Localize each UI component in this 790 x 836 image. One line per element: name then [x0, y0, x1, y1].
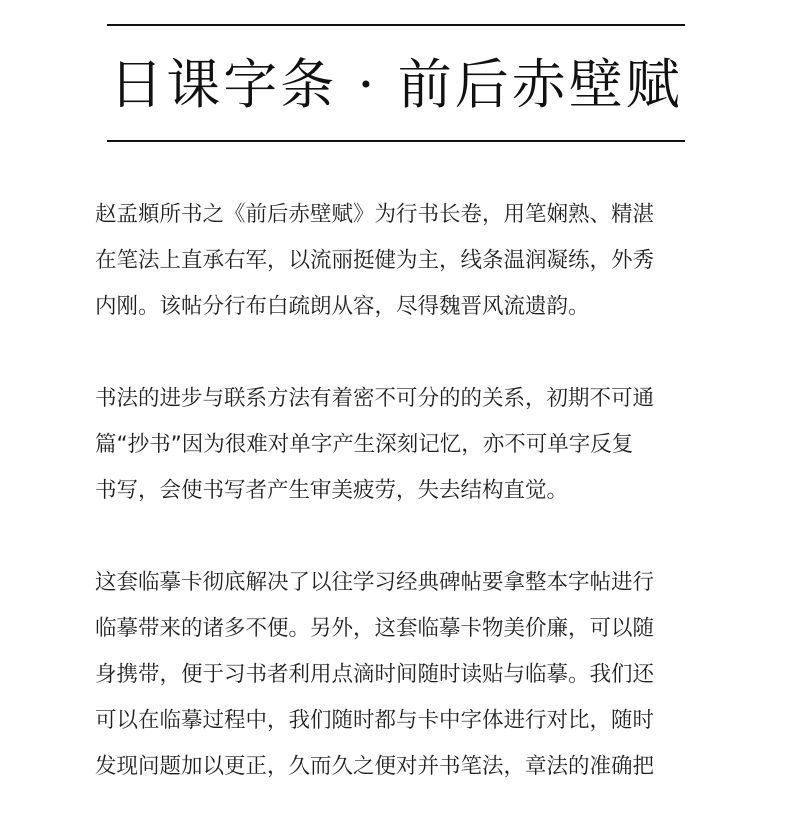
- paragraph-line: 可以在临摹过程中，我们随时都与卡中字体进行对比，随时: [95, 708, 655, 733]
- paragraph-2: [95, 376, 707, 514]
- title-top-rule: [107, 24, 685, 26]
- paragraph-line: 身携带，便于习书者利用点滴时间随时读贴与临摹。我们还: [95, 662, 655, 687]
- paragraph-line: 在笔法上直承右军，以流丽挺健为主，线条温润凝练，外秀: [95, 248, 655, 273]
- page-title: 日课字条 · 前后赤壁赋: [109, 53, 683, 116]
- paragraph-line: 临摹带来的诸多不便。另外，这套临摹卡物美价廉，可以随: [95, 616, 655, 641]
- title-bottom-rule: [107, 140, 685, 142]
- paragraph-line: 篇“抄书”因为很难对单字产生深刻记忆，亦不可单字反复: [95, 432, 634, 457]
- paragraph-1: [95, 192, 707, 330]
- paragraph-line: 书法的进步与联系方法有着密不可分的的关系，初期不可通: [95, 386, 655, 411]
- paragraph-line: 书写，会使书写者产生审美疲劳，失去结构直觉。: [95, 478, 569, 503]
- paragraph-line: 内刚。该帖分行布白疏朗从容，尽得魏晋风流遗韵。: [95, 294, 590, 319]
- paragraph-line: 发现问题加以更正，久而久之便对并书笔法，章法的准确把: [95, 754, 655, 779]
- body-text: [95, 192, 707, 836]
- paragraph-line: 这套临摹卡彻底解决了以往学习经典碑帖要拿整本字帖进行: [95, 570, 655, 595]
- paragraph-line: 赵孟頫所书之《前后赤壁赋》为行书长卷，用笔娴熟、精湛: [95, 202, 655, 227]
- paragraph-3: [95, 560, 707, 790]
